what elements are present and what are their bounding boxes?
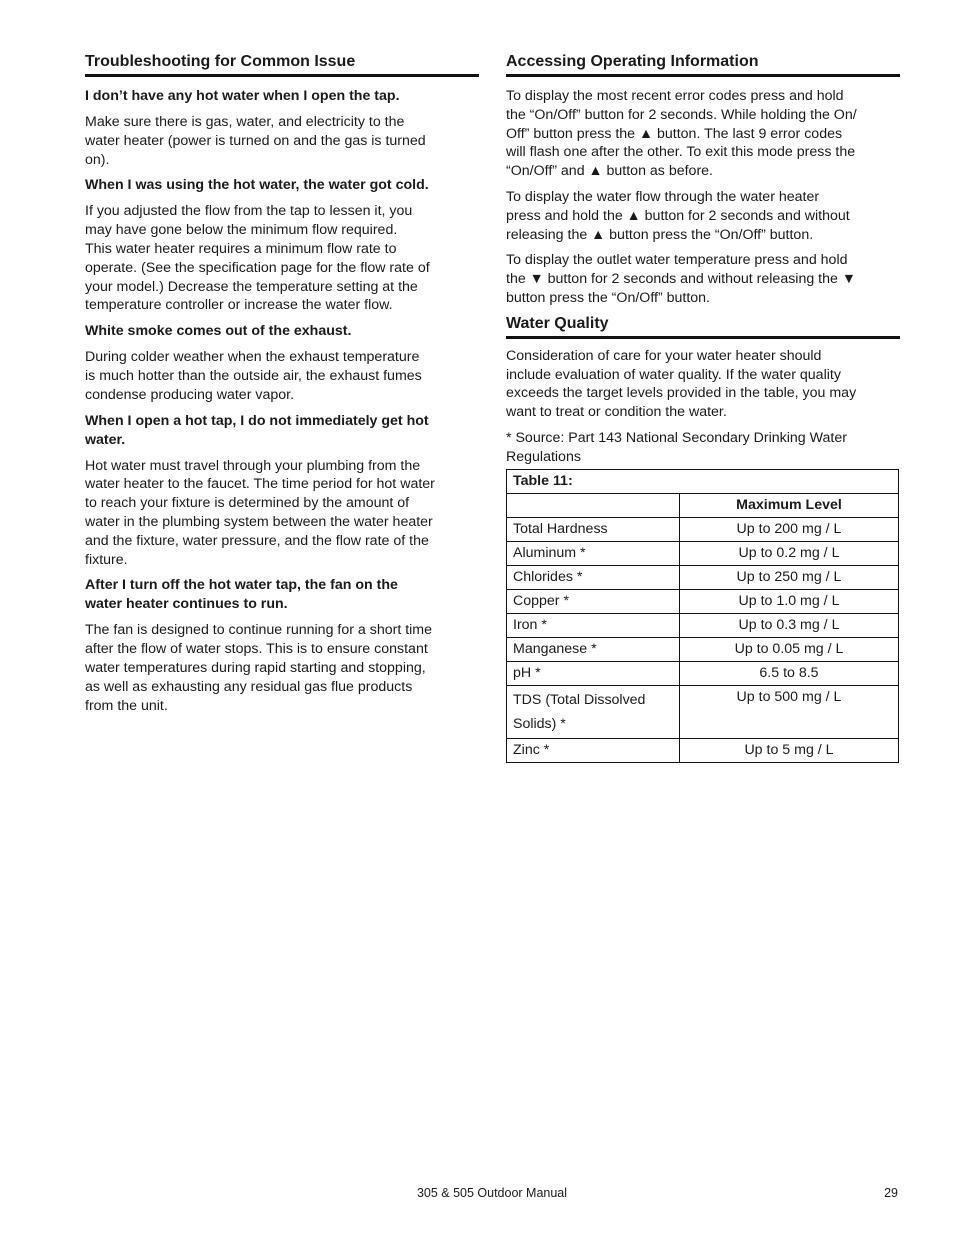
troubleshooting-title: Troubleshooting for Common Issue	[85, 52, 479, 77]
question-white-smoke: White smoke comes out of the exhaust.	[85, 323, 352, 340]
row-name: Iron *	[507, 613, 680, 637]
table-caption: Table 11:	[507, 469, 899, 493]
header-parameter	[507, 493, 680, 517]
operating-info-title: Accessing Operating Information	[506, 52, 900, 77]
row-level: Up to 500 mg / L	[680, 685, 899, 738]
row-name: Copper *	[507, 589, 680, 613]
answer-not-immediately-hot: Hot water must travel through your plumbing from the water heater to the faucet. The time period for hot water to reach your fixture is determined by the amount of water in the plumbing system between the water heater and the fixture, water pressure, and the flow rate of the fixture.	[85, 457, 435, 568]
table-header-row	[507, 493, 899, 517]
row-name: TDS (Total Dissolved Solids) *	[507, 685, 680, 738]
table-row	[507, 661, 899, 685]
water-quality-table	[506, 469, 899, 763]
answer-fan-continues: The fan is designed to continue running for a short time after the flow of water stops. This is to ensure constant water temperatures during rapid starting and stopping, as well as exhausting any residual gas flue products from the unit.	[85, 622, 433, 714]
question-water-got-cold: When I was using the hot water, the water got cold.	[85, 177, 429, 194]
answer-white-smoke: During colder weather when the exhaust temperature is much hotter than the outside air, the exhaust fumes condense producing water vapor.	[85, 349, 422, 403]
table-row	[507, 565, 899, 589]
operating-info-column	[506, 52, 900, 763]
outlet-temp-paragraph: To display the outlet water temperature press and hold the ▼ button for 2 seconds and without releasing the ▼ button press the “On/Off” button.	[506, 252, 856, 306]
row-name: Chlorides *	[507, 565, 680, 589]
question-not-immediately-hot: When I open a hot tap, I do not immediately get hot water.	[85, 412, 429, 448]
table-row	[507, 685, 899, 738]
answer-no-hot-water: Make sure there is gas, water, and electricity to the water heater (power is turned on and the gas is turned on).	[85, 114, 426, 168]
row-level: Up to 0.2 mg / L	[680, 541, 899, 565]
row-name: Total Hardness	[507, 517, 680, 541]
table-row	[507, 589, 899, 613]
table-row	[507, 517, 899, 541]
row-level: Up to 0.05 mg / L	[680, 637, 899, 661]
row-name: Aluminum *	[507, 541, 680, 565]
troubleshooting-column	[85, 52, 479, 722]
error-codes-paragraph: To display the most recent error codes press and hold the “On/Off” button for 2 seconds. While holding the On/ Off” button press the ▲ button. The last 9 error codes will flash one after the other. To exit this mode press the “On/Off” and ▲ button as before.	[506, 88, 857, 180]
header-maximum-level: Maximum Level	[680, 493, 899, 517]
table-row	[507, 738, 899, 762]
water-quality-paragraph: Consideration of care for your water heater should include evaluation of water quality. If the water quality exceeds the target levels provided in the table, you may want to treat or condition the water.	[506, 347, 857, 421]
row-name: Manganese *	[507, 637, 680, 661]
row-level: 6.5 to 8.5	[680, 661, 899, 685]
table-caption-row	[507, 469, 899, 493]
water-flow-paragraph: To display the water flow through the water heater press and hold the ▲ button for 2 seconds and without releasing the ▲ button press the “On/Off” button.	[506, 188, 850, 243]
row-level: Up to 1.0 mg / L	[680, 589, 899, 613]
table-row	[507, 637, 899, 661]
table-row	[507, 541, 899, 565]
row-name: pH *	[507, 661, 680, 685]
question-fan-continues: After I turn off the hot water tap, the fan on the water heater continues to run.	[85, 577, 398, 613]
answer-water-got-cold: If you adjusted the flow from the tap to lessen it, you may have gone below the minimum flow required. This water heater requires a minimum flow rate to operate. (See the specification page for the flow rate of your model.) Decrease the temperature setting at the temperature controller or increase the water flow.	[85, 203, 430, 314]
row-name: Zinc *	[507, 738, 680, 762]
source-note: * Source: Part 143 National Secondary Drinking Water Regulations	[506, 429, 847, 465]
row-level: Up to 250 mg / L	[680, 565, 899, 589]
page-number: 29	[884, 1186, 898, 1200]
row-level: Up to 0.3 mg / L	[680, 613, 899, 637]
row-level: Up to 5 mg / L	[680, 738, 899, 762]
manual-title: 305 & 505 Outdoor Manual	[416, 1186, 568, 1200]
question-no-hot-water: I don’t have any hot water when I open the tap.	[85, 88, 400, 104]
water-quality-title: Water Quality	[506, 314, 900, 339]
row-level: Up to 200 mg / L	[680, 517, 899, 541]
table-row	[507, 613, 899, 637]
